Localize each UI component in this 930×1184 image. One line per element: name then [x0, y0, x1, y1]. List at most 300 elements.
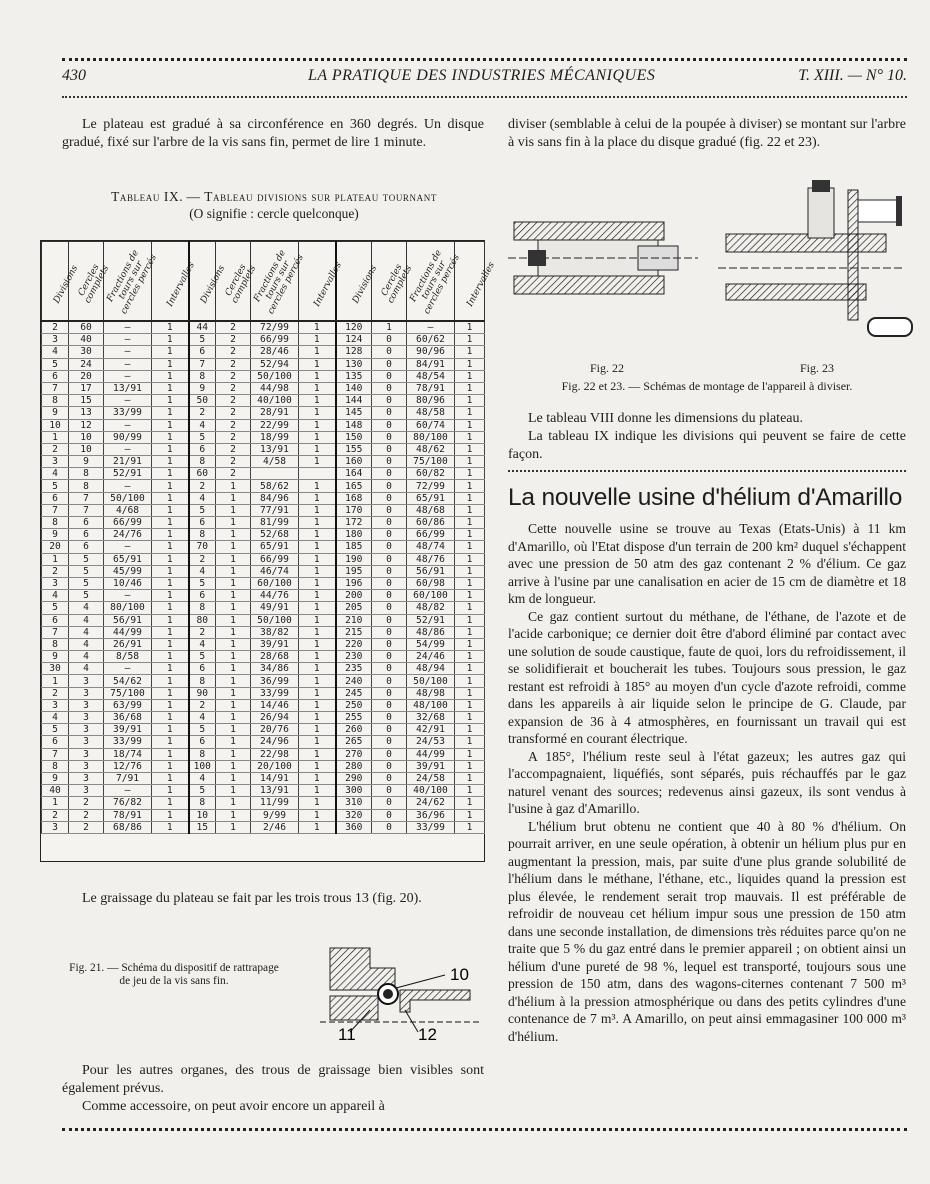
- table-cell: 1: [152, 419, 189, 431]
- table-cell: 9: [42, 529, 69, 541]
- table-cell: 44/76: [251, 590, 299, 602]
- table-cell: 1: [299, 687, 336, 699]
- table-cell: 1: [455, 626, 485, 638]
- table-cell: 9: [42, 407, 69, 419]
- table-cell: 1: [216, 736, 251, 748]
- table-cell: 4: [189, 565, 216, 577]
- table-cell: 1: [216, 785, 251, 797]
- table-cell: 1: [216, 577, 251, 589]
- table-cell: 155: [336, 443, 372, 455]
- graissage-paragraph: Le graissage du plateau se fait par les trois trous 13 (fig. 20).: [82, 891, 422, 906]
- table-cell: 76/82: [104, 797, 152, 809]
- table-cell: 0: [372, 797, 407, 809]
- table-cell: 1: [299, 321, 336, 334]
- table-cell: 50/100: [251, 370, 299, 382]
- table-cell: 0: [372, 529, 407, 541]
- table-cell: 6: [189, 590, 216, 602]
- table-cell: 28/68: [251, 651, 299, 663]
- table-cell: 1: [216, 663, 251, 675]
- table-cell: 5: [42, 724, 69, 736]
- table-cell: 72/99: [251, 321, 299, 334]
- table-header-cell: [104, 242, 159, 322]
- table-cell: 6: [69, 529, 104, 541]
- table-cell: 65/91: [407, 492, 455, 504]
- table-cell: 10: [189, 809, 216, 821]
- table-cell: 1: [299, 431, 336, 443]
- table-cell: 1: [299, 504, 336, 516]
- table-cell: 0: [372, 785, 407, 797]
- table-cell: 140: [336, 382, 372, 394]
- table-cell: 1: [299, 419, 336, 431]
- table-cell: 0: [372, 468, 407, 480]
- table-cell: 1: [455, 443, 485, 455]
- table-cell: 1: [42, 553, 69, 565]
- table-cell: 48/94: [407, 663, 455, 675]
- table-cell: 4/68: [104, 504, 152, 516]
- table-cell: 5: [189, 785, 216, 797]
- table-cell: 8: [189, 675, 216, 687]
- fig21-drawing: [300, 940, 496, 1045]
- table-cell: 60: [69, 321, 104, 334]
- table-header-cell: [216, 242, 259, 322]
- bottom-paragraph-1: Pour les autres organes, des trous de graissage bien visibles sont également prévus.: [62, 1063, 484, 1096]
- table-cell: 1: [455, 651, 485, 663]
- table-header-cell: [407, 242, 462, 322]
- table-cell: 1: [455, 748, 485, 760]
- table-cell: 4: [42, 712, 69, 724]
- table-cell: 1: [455, 321, 485, 334]
- table-cell: 2: [42, 565, 69, 577]
- table-row: [42, 687, 485, 699]
- table-cell: 66/99: [104, 517, 152, 529]
- table-cell: 1: [152, 358, 189, 370]
- table-header-cell: [336, 242, 379, 322]
- table-cell: 5: [69, 553, 104, 565]
- table-cell: 1: [152, 821, 189, 833]
- table-header-cell: [152, 242, 197, 322]
- table-cell: 164: [336, 468, 372, 480]
- table-cell: 165: [336, 480, 372, 492]
- table-cell: 1: [152, 699, 189, 711]
- table-cell: 30: [42, 663, 69, 675]
- table-cell: 195: [336, 565, 372, 577]
- table-cell: 1: [152, 712, 189, 724]
- table-cell: 1: [299, 785, 336, 797]
- table-cell: 1: [152, 614, 189, 626]
- table-cell: 3: [42, 456, 69, 468]
- table-row: [42, 358, 485, 370]
- table-cell: 240: [336, 675, 372, 687]
- table-cell: 1: [152, 809, 189, 821]
- table-cell: 300: [336, 785, 372, 797]
- table-cell: 1: [42, 797, 69, 809]
- table-cell: 9: [42, 651, 69, 663]
- table-row: [42, 553, 485, 565]
- table-cell: 1: [216, 712, 251, 724]
- table-cell: 52/68: [251, 529, 299, 541]
- table-cell: 9/99: [251, 809, 299, 821]
- table-cell: 1: [216, 590, 251, 602]
- table-cell: 24/96: [251, 736, 299, 748]
- table-cell: 7: [42, 382, 69, 394]
- table-cell: 60/82: [407, 468, 455, 480]
- table-cell: 15: [69, 395, 104, 407]
- table-row: [42, 785, 485, 797]
- table-cell: 5: [189, 504, 216, 516]
- table-cell: 2: [69, 821, 104, 833]
- table-cell: 1: [152, 590, 189, 602]
- table-cell: 144: [336, 395, 372, 407]
- table-cell: 10/46: [104, 577, 152, 589]
- table-cell: 124: [336, 334, 372, 346]
- table-cell: 0: [372, 748, 407, 760]
- table-cell: 3: [69, 724, 104, 736]
- table-cell: 90/99: [104, 431, 152, 443]
- table-cell: 1: [299, 748, 336, 760]
- table-header-label: Cercles complets: [76, 262, 112, 306]
- table-cell: 21/91: [104, 456, 152, 468]
- table-cell: 1: [42, 431, 69, 443]
- table-row: [42, 772, 485, 784]
- table-cell: 0: [372, 382, 407, 394]
- table-cell: 6: [42, 492, 69, 504]
- table-cell: 1: [299, 443, 336, 455]
- fig21-caption: Fig. 21. — Schéma du dispositif de rattrapage de jeu de la vis sans fin.: [69, 962, 279, 987]
- table-cell: 10: [42, 419, 69, 431]
- table-cell: 1: [152, 638, 189, 650]
- table-cell: 160: [336, 456, 372, 468]
- table-cell: [299, 468, 336, 480]
- table-cell: 4: [189, 638, 216, 650]
- journal-title: LA PRATIQUE DES INDUSTRIES MÉCANIQUES: [308, 67, 656, 84]
- table-cell: 6: [189, 736, 216, 748]
- fig21-label-11: 11: [338, 1025, 356, 1044]
- table-row: [42, 382, 485, 394]
- table-header-label: Fractions de tours sur cercles percés: [104, 248, 159, 316]
- table-cell: 44/99: [104, 626, 152, 638]
- table-cell: 0: [372, 395, 407, 407]
- table-cell: 210: [336, 614, 372, 626]
- table-cell: 60/74: [407, 419, 455, 431]
- table-cell: 2: [216, 321, 251, 334]
- table-cell: 2: [216, 468, 251, 480]
- fig22-23-drawing: [508, 180, 908, 370]
- table-cell: 0: [372, 699, 407, 711]
- table-cell: 8: [189, 602, 216, 614]
- table-cell: 48/54: [407, 370, 455, 382]
- table-cell: 1: [152, 370, 189, 382]
- table-cell: 2: [42, 321, 69, 334]
- table-cell: 1: [455, 712, 485, 724]
- table-cell: 7: [69, 504, 104, 516]
- table-row: [42, 468, 485, 480]
- table-cell: 66/99: [407, 529, 455, 541]
- table-cell: 255: [336, 712, 372, 724]
- table-cell: 1: [299, 395, 336, 407]
- table-cell: 48/100: [407, 699, 455, 711]
- table-cell: 135: [336, 370, 372, 382]
- table-cell: 1: [299, 760, 336, 772]
- table-cell: 40/100: [251, 395, 299, 407]
- table-cell: 4: [189, 772, 216, 784]
- table-cell: 24/58: [407, 772, 455, 784]
- table-cell: —: [104, 395, 152, 407]
- table-row: [42, 517, 485, 529]
- table-cell: 1: [299, 809, 336, 821]
- table-row: [42, 480, 485, 492]
- table-cell: 0: [372, 809, 407, 821]
- table-cell: 48/68: [407, 504, 455, 516]
- table-cell: 1: [455, 492, 485, 504]
- table-row: [42, 821, 485, 833]
- table-cell: 36/99: [251, 675, 299, 687]
- table-cell: 1: [455, 407, 485, 419]
- table-row: [42, 395, 485, 407]
- table-cell: 6: [189, 517, 216, 529]
- table-cell: 52/91: [104, 468, 152, 480]
- table-cell: 1: [152, 602, 189, 614]
- table-cell: 72/99: [407, 480, 455, 492]
- table-cell: 1: [152, 748, 189, 760]
- table-cell: 90/96: [407, 346, 455, 358]
- table-cell: 0: [372, 431, 407, 443]
- fig22-drawing: [508, 222, 698, 294]
- table-cell: 32/68: [407, 712, 455, 724]
- table-cell: 3: [69, 699, 104, 711]
- table-cell: 0: [372, 370, 407, 382]
- table-row: [42, 346, 485, 358]
- table-cell: 3: [69, 712, 104, 724]
- table-cell: 80: [189, 614, 216, 626]
- table-cell: 2: [189, 626, 216, 638]
- table-cell: 2: [42, 687, 69, 699]
- table-cell: 12/76: [104, 760, 152, 772]
- table-cell: 1: [299, 602, 336, 614]
- table-header-cell: [42, 242, 81, 322]
- divisions-table: [40, 240, 497, 862]
- table-row: [42, 541, 485, 553]
- table-cell: 0: [372, 663, 407, 675]
- table-cell: 1: [299, 480, 336, 492]
- table-cell: 6: [189, 663, 216, 675]
- table-row: [42, 614, 485, 626]
- table-cell: 2: [216, 346, 251, 358]
- table-cell: 5: [189, 431, 216, 443]
- table-cell: 33/99: [104, 407, 152, 419]
- table-cell: 2: [216, 419, 251, 431]
- table-cell: 245: [336, 687, 372, 699]
- table-cell: 185: [336, 541, 372, 553]
- table-cell: 4: [69, 626, 104, 638]
- table-cell: 1: [216, 541, 251, 553]
- table-cell: 1: [455, 395, 485, 407]
- table-cell: 5: [69, 590, 104, 602]
- table-cell: 81/99: [251, 517, 299, 529]
- table-cell: 1: [455, 382, 485, 394]
- table-cell: 48/58: [407, 407, 455, 419]
- table-cell: 1: [455, 456, 485, 468]
- table-cell: 1: [299, 638, 336, 650]
- fig21-label-12: 12: [418, 1025, 437, 1044]
- table-cell: 9: [69, 456, 104, 468]
- table-cell: 0: [372, 772, 407, 784]
- table-cell: 1: [216, 821, 251, 833]
- table-cell: 1: [216, 614, 251, 626]
- table-cell: 1: [299, 675, 336, 687]
- table-cell: 2: [69, 797, 104, 809]
- table-cell: 10: [69, 443, 104, 455]
- table-row: [42, 602, 485, 614]
- table-cell: 0: [372, 443, 407, 455]
- table-cell: 4/58: [251, 456, 299, 468]
- table-row: [42, 760, 485, 772]
- table-cell: 1: [299, 334, 336, 346]
- table-cell: 44/98: [251, 382, 299, 394]
- table-cell: 145: [336, 407, 372, 419]
- table-cell: 1: [152, 395, 189, 407]
- table-cell: 7: [42, 504, 69, 516]
- table-cell: 1: [455, 553, 485, 565]
- table-caption: [64, 188, 484, 222]
- table-cell: 1: [299, 699, 336, 711]
- table-cell: 265: [336, 736, 372, 748]
- table-cell: 39/91: [251, 638, 299, 650]
- fig23-label: Fig. 23: [800, 361, 835, 375]
- table-cell: 2: [216, 358, 251, 370]
- table-cell: 17: [69, 382, 104, 394]
- intro-paragraph: Le plateau est gradué à sa circonférence en 360 degrés. Un disque gradué, fixé sur l'arbre de la vis sans fin, permet de lire 1 minute.: [62, 117, 484, 150]
- table-cell: 2: [189, 480, 216, 492]
- table-cell: 7/91: [104, 772, 152, 784]
- table-cell: 1: [216, 651, 251, 663]
- table-cell: 1: [152, 431, 189, 443]
- table-cell: 1: [299, 529, 336, 541]
- table-cell: 220: [336, 638, 372, 650]
- table-cell: 1: [299, 456, 336, 468]
- table-cell: 148: [336, 419, 372, 431]
- table-cell: 1: [299, 797, 336, 809]
- table-row: [42, 577, 485, 589]
- table-row: [42, 431, 485, 443]
- table-cell: 48/98: [407, 687, 455, 699]
- table-cell: 0: [372, 760, 407, 772]
- table-cell: 1: [455, 699, 485, 711]
- table-row: [42, 529, 485, 541]
- table-row: [42, 712, 485, 724]
- table-header-cell: [189, 242, 228, 322]
- table-cell: 20/100: [251, 760, 299, 772]
- table-header-cell: [251, 242, 306, 322]
- table-cell: 39/91: [407, 760, 455, 772]
- table-cell: 1: [455, 785, 485, 797]
- table-cell: 75/100: [407, 456, 455, 468]
- table-cell: 1: [152, 785, 189, 797]
- table-cell: 5: [189, 334, 216, 346]
- table-cell: 1: [299, 517, 336, 529]
- table-cell: 1: [455, 675, 485, 687]
- table-cell: —: [104, 480, 152, 492]
- table-cell: 0: [372, 614, 407, 626]
- table-cell: 310: [336, 797, 372, 809]
- table-cell: 1: [299, 626, 336, 638]
- table-cell: —: [104, 370, 152, 382]
- table-cell: 1: [455, 468, 485, 480]
- table-cell: 8: [189, 529, 216, 541]
- table-cell: 1: [152, 321, 189, 334]
- table-cell: 22/98: [251, 748, 299, 760]
- table-cell: 56/91: [407, 565, 455, 577]
- table-cell: 2: [69, 809, 104, 821]
- table-cell: 100: [189, 760, 216, 772]
- table-row: [42, 809, 485, 821]
- table-header-label: Divisions: [350, 263, 379, 306]
- table-cell: 30: [69, 346, 104, 358]
- table-cell: —: [104, 358, 152, 370]
- table-row: [42, 334, 485, 346]
- table-cell: 1: [216, 553, 251, 565]
- table-cell: 44/99: [407, 748, 455, 760]
- table-cell: 1: [299, 724, 336, 736]
- table-cell: 9: [189, 382, 216, 394]
- table-cell: 6: [42, 736, 69, 748]
- table-cell: 0: [372, 821, 407, 833]
- table-cell: 50/100: [407, 675, 455, 687]
- table-cell: 3: [69, 772, 104, 784]
- table-cell: 1: [455, 821, 485, 833]
- table-cell: 50/100: [251, 614, 299, 626]
- table-cell: 68/86: [104, 821, 152, 833]
- table-row: [42, 748, 485, 760]
- table-cell: 13: [69, 407, 104, 419]
- table-cell: 1: [152, 517, 189, 529]
- table-cell: 65/91: [104, 553, 152, 565]
- table-cell: 8: [69, 480, 104, 492]
- table-cell: 8: [42, 517, 69, 529]
- table-cell: 2: [216, 456, 251, 468]
- table-cell: 24: [69, 358, 104, 370]
- table-cell: 0: [372, 504, 407, 516]
- table-cell: 60/62: [407, 334, 455, 346]
- table-cell: 1: [299, 663, 336, 675]
- table-cell: —: [104, 419, 152, 431]
- table-cell: 1: [216, 809, 251, 821]
- table-cell: 1: [216, 626, 251, 638]
- table-cell: 1: [216, 504, 251, 516]
- table-cell: 1: [455, 370, 485, 382]
- table-cell: 1: [299, 346, 336, 358]
- table-header-cell: [372, 242, 415, 322]
- table-cell: 56/91: [104, 614, 152, 626]
- table-cell: 1: [216, 529, 251, 541]
- table-cell: 1: [216, 517, 251, 529]
- table-row: [42, 370, 485, 382]
- table-cell: 360: [336, 821, 372, 833]
- table-cell: 33/99: [407, 821, 455, 833]
- table-cell: 80/100: [407, 431, 455, 443]
- table-cell: 3: [42, 334, 69, 346]
- table-cell: 1: [299, 651, 336, 663]
- table-cell: 1: [299, 358, 336, 370]
- table-header-label: Fractions de tours sur cercles percés: [407, 248, 462, 316]
- table-cell: 2: [216, 382, 251, 394]
- table-cell: 3: [69, 687, 104, 699]
- table-cell: 36/96: [407, 809, 455, 821]
- table-cell: 7: [42, 626, 69, 638]
- table-cell: 190: [336, 553, 372, 565]
- table-cell: 1: [216, 492, 251, 504]
- table-header-cell: [299, 242, 344, 322]
- table-cell: 1: [152, 456, 189, 468]
